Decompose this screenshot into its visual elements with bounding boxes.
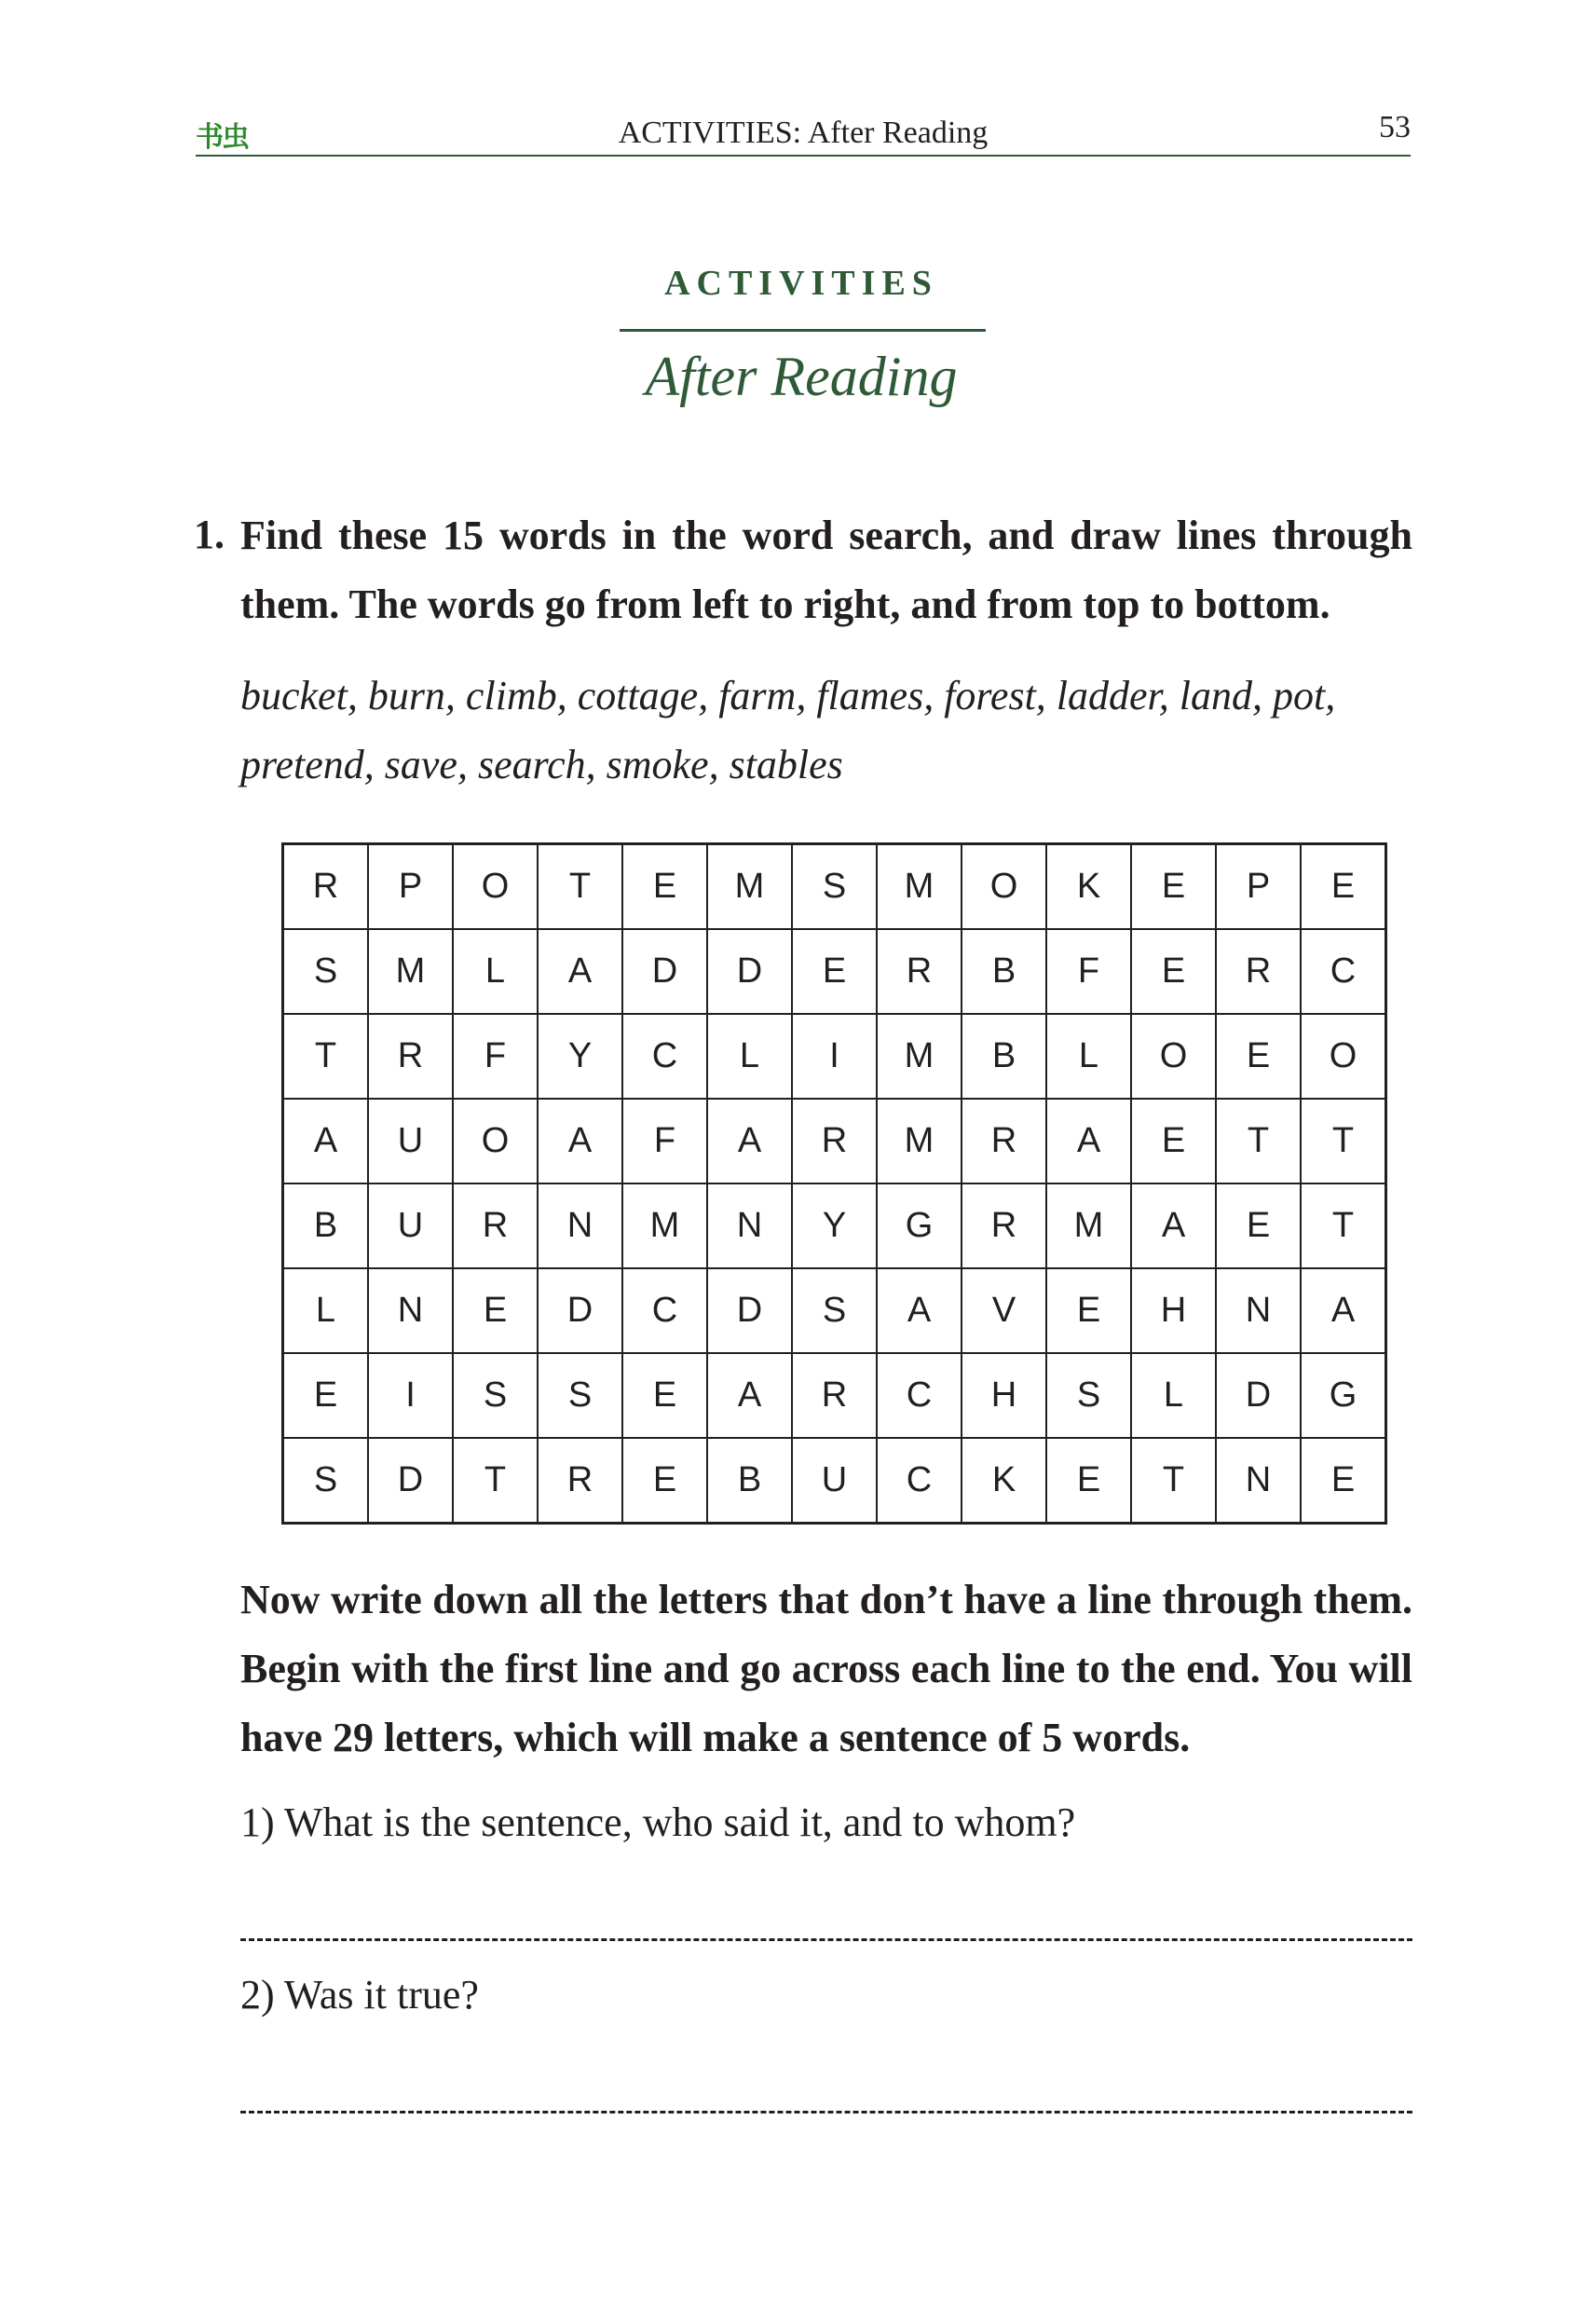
grid-cell[interactable]: D	[622, 929, 707, 1014]
grid-cell[interactable]: S	[453, 1353, 538, 1438]
grid-cell[interactable]: M	[877, 1014, 962, 1099]
grid-cell[interactable]: R	[962, 1099, 1046, 1183]
grid-cell[interactable]: I	[792, 1014, 877, 1099]
grid-cell[interactable]: Y	[792, 1183, 877, 1268]
grid-cell[interactable]: M	[1046, 1183, 1131, 1268]
instruction-text: Find these 15 words in the word search, and draw lines through them. The words go from left to right, and from top to bottom.	[240, 513, 1412, 627]
grid-cell[interactable]: E	[622, 1438, 707, 1524]
grid-cell[interactable]: N	[368, 1268, 453, 1353]
grid-cell[interactable]: R	[368, 1014, 453, 1099]
grid-cell[interactable]: M	[877, 844, 962, 930]
grid-cell[interactable]: E	[1131, 844, 1216, 930]
grid-cell[interactable]: D	[538, 1268, 622, 1353]
grid-cell[interactable]: E	[1046, 1438, 1131, 1524]
answer-line-2[interactable]	[240, 2111, 1412, 2114]
series-logo: 书虫	[196, 121, 248, 154]
grid-cell[interactable]: U	[368, 1183, 453, 1268]
grid-cell[interactable]: K	[962, 1438, 1046, 1524]
grid-cell[interactable]: M	[877, 1099, 962, 1183]
grid-cell[interactable]: G	[877, 1183, 962, 1268]
grid-cell[interactable]: M	[622, 1183, 707, 1268]
section-subtitle: After Reading	[645, 346, 958, 407]
grid-cell[interactable]: B	[707, 1438, 792, 1524]
word-list: bucket, burn, climb, cottage, farm, flames, forest, ladder, land, pot, pretend, save, search, smoke, stables	[240, 673, 1336, 787]
grid-cell[interactable]: R	[792, 1353, 877, 1438]
grid-row	[283, 1438, 1386, 1524]
grid-cell[interactable]: O	[453, 1099, 538, 1183]
grid-cell[interactable]: T	[538, 844, 622, 930]
grid-cell[interactable]: M	[707, 844, 792, 930]
grid-cell[interactable]: E	[622, 844, 707, 930]
grid-cell[interactable]: R	[1216, 929, 1301, 1014]
word-search-grid	[281, 842, 1387, 1525]
title-divider	[620, 329, 986, 332]
grid-cell[interactable]: F	[622, 1099, 707, 1183]
section-title: ACTIVITIES	[664, 264, 938, 303]
grid-cell[interactable]: H	[962, 1353, 1046, 1438]
grid-cell[interactable]: A	[877, 1268, 962, 1353]
grid-cell[interactable]: E	[1301, 844, 1386, 930]
grid-cell[interactable]: C	[622, 1268, 707, 1353]
grid-cell[interactable]: F	[1046, 929, 1131, 1014]
grid-cell[interactable]: T	[1131, 1438, 1216, 1524]
grid-cell[interactable]: C	[877, 1353, 962, 1438]
grid-cell[interactable]: A	[707, 1353, 792, 1438]
grid-cell[interactable]: L	[1131, 1353, 1216, 1438]
grid-cell[interactable]: A	[283, 1099, 369, 1183]
grid-cell[interactable]: R	[453, 1183, 538, 1268]
grid-cell[interactable]: R	[877, 929, 962, 1014]
grid-cell[interactable]: C	[877, 1438, 962, 1524]
exercise-instruction	[240, 501, 1412, 639]
grid-cell[interactable]: S	[283, 1438, 369, 1524]
grid-cell[interactable]: A	[707, 1099, 792, 1183]
grid-cell[interactable]: L	[707, 1014, 792, 1099]
grid-cell[interactable]: A	[1046, 1099, 1131, 1183]
grid-cell[interactable]: O	[1131, 1014, 1216, 1099]
grid-cell[interactable]: B	[962, 929, 1046, 1014]
grid-cell[interactable]: V	[962, 1268, 1046, 1353]
grid-cell[interactable]: C	[1301, 929, 1386, 1014]
grid-cell[interactable]: D	[707, 1268, 792, 1353]
grid-cell[interactable]: G	[1301, 1353, 1386, 1438]
grid-row	[283, 929, 1386, 1014]
grid-cell[interactable]: I	[368, 1353, 453, 1438]
grid-cell[interactable]: L	[283, 1268, 369, 1353]
grid-cell[interactable]: E	[1131, 929, 1216, 1014]
grid-cell[interactable]: T	[1301, 1183, 1386, 1268]
grid-cell[interactable]: K	[1046, 844, 1131, 930]
grid-cell[interactable]: L	[1046, 1014, 1131, 1099]
grid-cell[interactable]: F	[453, 1014, 538, 1099]
grid-cell[interactable]: O	[453, 844, 538, 930]
question-2: 2) Was it true?	[240, 1972, 479, 2018]
grid-cell[interactable]: S	[792, 844, 877, 930]
grid-cell[interactable]: H	[1131, 1268, 1216, 1353]
grid-cell[interactable]: A	[1131, 1183, 1216, 1268]
grid-cell[interactable]: O	[1301, 1014, 1386, 1099]
grid-cell[interactable]: E	[1301, 1438, 1386, 1524]
grid-cell[interactable]: T	[1216, 1099, 1301, 1183]
running-title: ACTIVITIES: After Reading	[618, 116, 989, 150]
grid-cell[interactable]: O	[962, 844, 1046, 930]
grid-cell[interactable]: E	[1046, 1268, 1131, 1353]
grid-row	[283, 844, 1386, 930]
grid-cell[interactable]: E	[622, 1353, 707, 1438]
grid-cell[interactable]: A	[538, 929, 622, 1014]
grid-cell[interactable]: B	[962, 1014, 1046, 1099]
grid-cell[interactable]: L	[453, 929, 538, 1014]
grid-cell[interactable]: E	[792, 929, 877, 1014]
followup-instruction: Now write down all the letters that don’t have a line through them. Begin with the first line and go across each line to the end. You will have 29 letters, which will make a sentence of 5 words.	[240, 1577, 1412, 1760]
grid-cell[interactable]: R	[538, 1438, 622, 1524]
grid-cell[interactable]: D	[1216, 1353, 1301, 1438]
grid-cell[interactable]: N	[1216, 1438, 1301, 1524]
grid-cell[interactable]: N	[538, 1183, 622, 1268]
grid-cell[interactable]: U	[792, 1438, 877, 1524]
grid-cell[interactable]: U	[368, 1099, 453, 1183]
question-1: 1) What is the sentence, who said it, and to whom?	[240, 1799, 1076, 1845]
grid-cell[interactable]: P	[1216, 844, 1301, 930]
grid-cell[interactable]: E	[1131, 1099, 1216, 1183]
grid-cell[interactable]: E	[283, 1353, 369, 1438]
grid-cell[interactable]: N	[1216, 1268, 1301, 1353]
exercise-number: 1.	[194, 512, 225, 557]
grid-cell[interactable]: D	[368, 1438, 453, 1524]
grid-row	[283, 1268, 1386, 1353]
grid-cell[interactable]: M	[368, 929, 453, 1014]
grid-cell[interactable]: A	[538, 1099, 622, 1183]
grid-cell[interactable]: E	[1216, 1014, 1301, 1099]
page-number: 53	[1379, 110, 1411, 144]
grid-cell[interactable]: R	[962, 1183, 1046, 1268]
grid-cell[interactable]: A	[1301, 1268, 1386, 1353]
grid-cell[interactable]: T	[453, 1438, 538, 1524]
grid-row	[283, 1183, 1386, 1268]
grid-row	[283, 1014, 1386, 1099]
grid-cell[interactable]: S	[283, 929, 369, 1014]
grid-cell[interactable]: D	[707, 929, 792, 1014]
grid-cell[interactable]: E	[1216, 1183, 1301, 1268]
grid-cell[interactable]: N	[707, 1183, 792, 1268]
grid-cell[interactable]: T	[1301, 1099, 1386, 1183]
grid-cell[interactable]: R	[792, 1099, 877, 1183]
grid-cell[interactable]: E	[453, 1268, 538, 1353]
grid-cell[interactable]: S	[792, 1268, 877, 1353]
grid-cell[interactable]: C	[622, 1014, 707, 1099]
answer-line-1[interactable]	[240, 1938, 1412, 1941]
grid-cell[interactable]: T	[283, 1014, 369, 1099]
grid-cell[interactable]: R	[283, 844, 369, 930]
page-header	[196, 110, 1411, 157]
grid-cell[interactable]: Y	[538, 1014, 622, 1099]
grid-cell[interactable]: B	[283, 1183, 369, 1268]
grid-cell[interactable]: S	[538, 1353, 622, 1438]
grid-row	[283, 1353, 1386, 1438]
grid-cell[interactable]: P	[368, 844, 453, 930]
grid-cell[interactable]: S	[1046, 1353, 1131, 1438]
grid-row	[283, 1099, 1386, 1183]
